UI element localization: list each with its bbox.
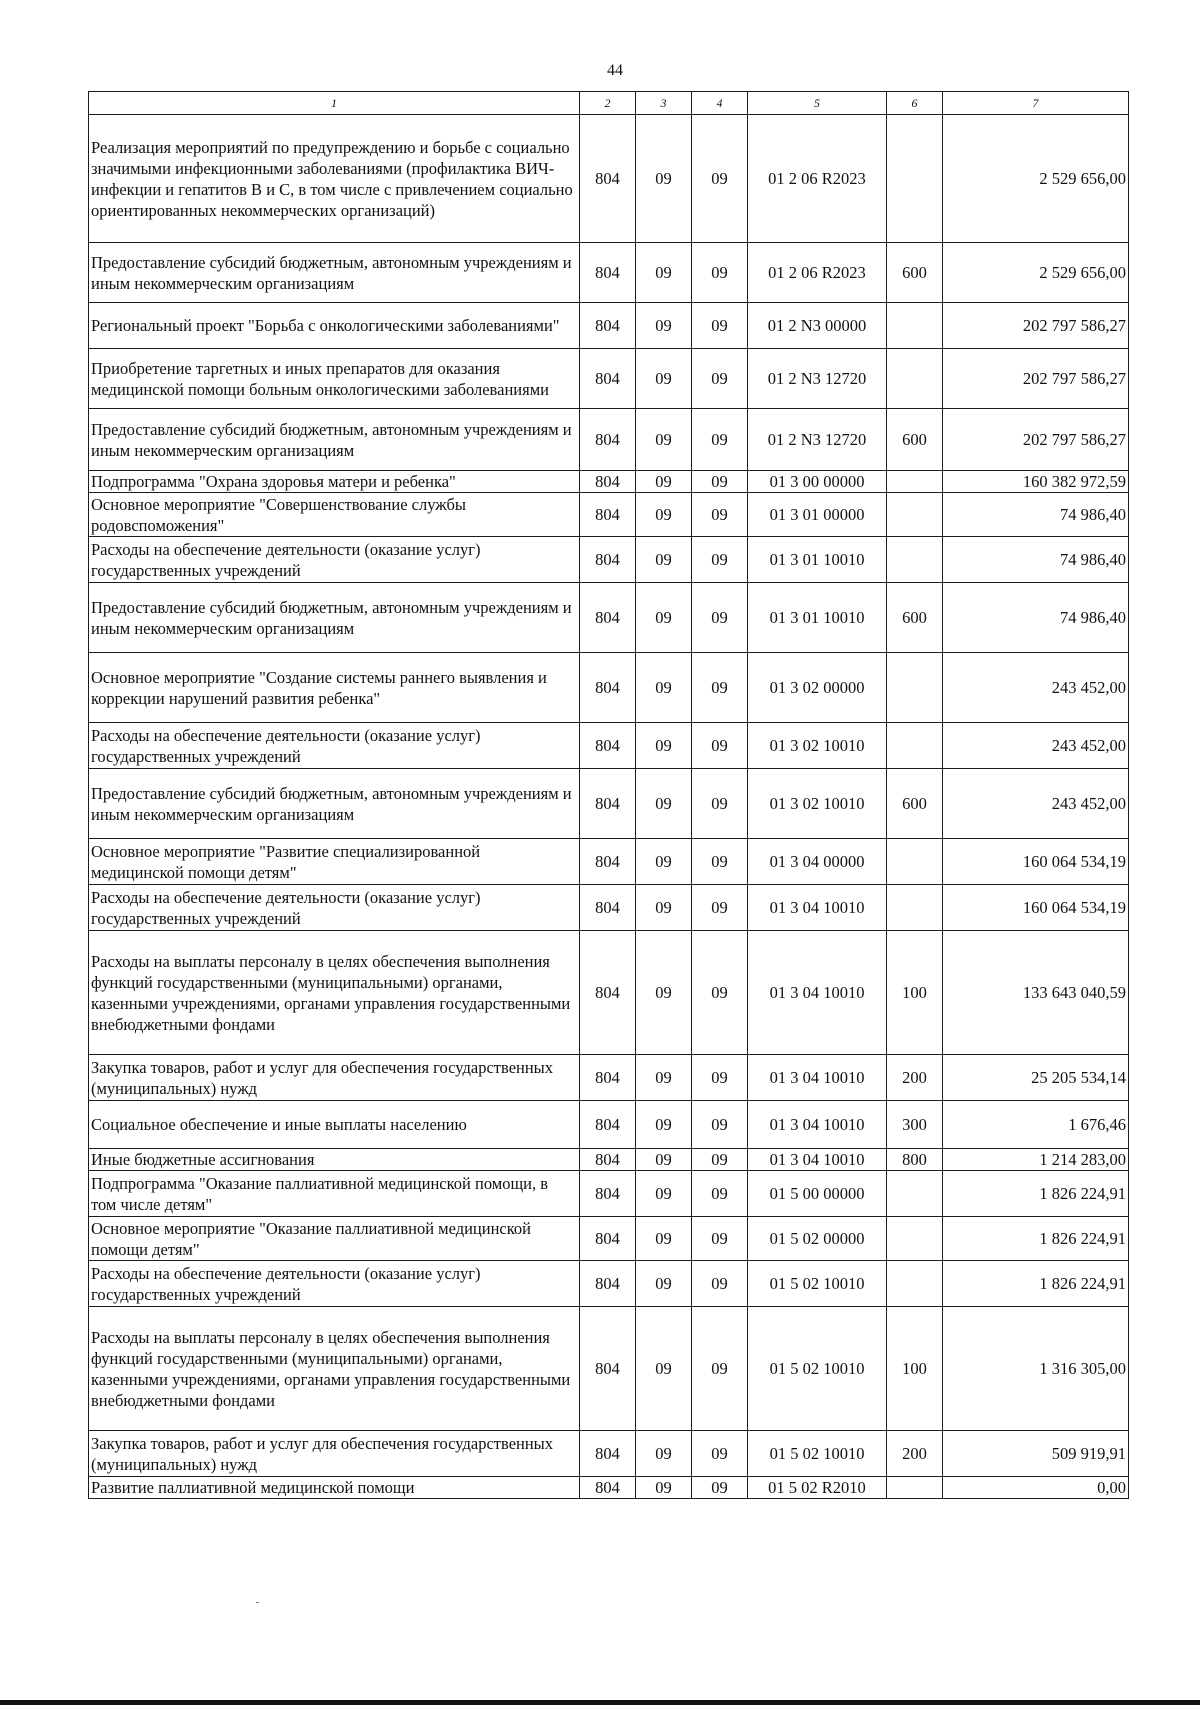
row-expense-type [887,885,943,931]
row-section-code: 09 [636,1149,692,1171]
row-target-article: 01 5 02 00000 [748,1217,887,1261]
page-number: 44 [607,62,623,79]
table-row [89,493,1129,537]
scan-speck [256,1602,259,1603]
table-row [89,885,1129,931]
row-expense-type [887,1477,943,1499]
row-ministry-code: 804 [580,1055,636,1101]
row-target-article: 01 5 02 10010 [748,1431,887,1477]
row-ministry-code: 804 [580,583,636,653]
row-subsection-code: 09 [692,1149,748,1171]
row-subsection-code: 09 [692,303,748,349]
row-target-article: 01 3 01 10010 [748,583,887,653]
row-expense-type [887,303,943,349]
row-subsection-code: 09 [692,471,748,493]
row-subsection-code: 09 [692,839,748,885]
row-target-article: 01 3 04 00000 [748,839,887,885]
row-subsection-code: 09 [692,1101,748,1149]
row-expense-type [887,653,943,723]
row-amount: 133 643 040,59 [943,931,1129,1055]
row-target-article: 01 3 02 10010 [748,769,887,839]
table-row [89,1171,1129,1217]
row-ministry-code: 804 [580,931,636,1055]
row-target-article: 01 2 N3 12720 [748,409,887,471]
row-target-article: 01 2 N3 00000 [748,303,887,349]
row-target-article: 01 3 04 10010 [748,1055,887,1101]
row-amount: 243 452,00 [943,723,1129,769]
row-name: Расходы на обеспечение деятельности (оказание услуг) государственных учреждений [89,723,580,769]
row-amount: 74 986,40 [943,493,1129,537]
table-row [89,839,1129,885]
table-row [89,537,1129,583]
row-name: Закупка товаров, работ и услуг для обеспечения государственных (муниципальных) нужд [89,1055,580,1101]
row-section-code: 09 [636,1171,692,1217]
row-amount: 74 986,40 [943,537,1129,583]
row-name: Подпрограмма "Охрана здоровья матери и ребенка" [89,471,580,493]
row-expense-type: 100 [887,931,943,1055]
row-subsection-code: 09 [692,1431,748,1477]
row-subsection-code: 09 [692,583,748,653]
row-name: Основное мероприятие "Создание системы раннего выявления и коррекции нарушений развития ребенка" [89,653,580,723]
row-expense-type [887,115,943,243]
row-amount: 1 214 283,00 [943,1149,1129,1171]
row-amount: 202 797 586,27 [943,409,1129,471]
row-name: Основное мероприятие "Развитие специализированной медицинской помощи детям" [89,839,580,885]
scan-bottom-edge [0,1700,1200,1705]
row-target-article: 01 3 00 00000 [748,471,887,493]
row-name: Основное мероприятие "Оказание паллиативной медицинской помощи детям" [89,1217,580,1261]
row-ministry-code: 804 [580,115,636,243]
row-expense-type: 600 [887,243,943,303]
row-expense-type [887,471,943,493]
row-section-code: 09 [636,471,692,493]
row-amount: 1 826 224,91 [943,1217,1129,1261]
row-name: Закупка товаров, работ и услуг для обеспечения государственных (муниципальных) нужд [89,1431,580,1477]
row-target-article: 01 3 02 10010 [748,723,887,769]
row-expense-type: 300 [887,1101,943,1149]
row-expense-type [887,1171,943,1217]
row-section-code: 09 [636,723,692,769]
row-subsection-code: 09 [692,1055,748,1101]
header-col-4: 4 [692,92,748,115]
header-col-6: 6 [887,92,943,115]
row-expense-type: 100 [887,1307,943,1431]
row-section-code: 09 [636,1307,692,1431]
row-name: Расходы на выплаты персоналу в целях обеспечения выполнения функций государственными (муниципальными) органами, казенными учреждениями, органами управления государственными внебюджетными фондами [89,1307,580,1431]
row-section-code: 09 [636,653,692,723]
row-target-article: 01 3 04 10010 [748,931,887,1055]
row-amount: 160 382 972,59 [943,471,1129,493]
row-subsection-code: 09 [692,1261,748,1307]
row-amount: 2 529 656,00 [943,115,1129,243]
row-expense-type: 200 [887,1431,943,1477]
row-ministry-code: 804 [580,723,636,769]
row-section-code: 09 [636,537,692,583]
row-target-article: 01 5 02 R2010 [748,1477,887,1499]
row-name: Предоставление субсидий бюджетным, автономным учреждениям и иным некоммерческим организациям [89,583,580,653]
row-ministry-code: 804 [580,1307,636,1431]
table-row [89,1101,1129,1149]
header-col-3: 3 [636,92,692,115]
row-amount: 202 797 586,27 [943,349,1129,409]
row-expense-type [887,839,943,885]
row-name: Подпрограмма "Оказание паллиативной медицинской помощи, в том числе детям" [89,1171,580,1217]
row-section-code: 09 [636,1261,692,1307]
table-row [89,1261,1129,1307]
table-row [89,583,1129,653]
row-section-code: 09 [636,1101,692,1149]
row-ministry-code: 804 [580,1477,636,1499]
row-ministry-code: 804 [580,493,636,537]
table-row [89,1217,1129,1261]
table-row [89,1149,1129,1171]
row-ministry-code: 804 [580,769,636,839]
row-amount: 2 529 656,00 [943,243,1129,303]
header-col-7: 7 [943,92,1129,115]
row-target-article: 01 3 04 10010 [748,1149,887,1171]
row-expense-type [887,723,943,769]
row-amount: 0,00 [943,1477,1129,1499]
table-row [89,471,1129,493]
row-ministry-code: 804 [580,885,636,931]
table-row [89,115,1129,243]
row-expense-type: 800 [887,1149,943,1171]
row-name: Расходы на обеспечение деятельности (оказание услуг) государственных учреждений [89,537,580,583]
row-target-article: 01 2 06 R2023 [748,243,887,303]
row-ministry-code: 804 [580,537,636,583]
table-row [89,931,1129,1055]
row-name: Социальное обеспечение и иные выплаты населению [89,1101,580,1149]
row-section-code: 09 [636,583,692,653]
row-subsection-code: 09 [692,1477,748,1499]
row-name: Реализация мероприятий по предупреждению и борьбе с социально значимыми инфекционными заболеваниями (профилактика ВИЧ-инфекции и гепатитов В и С, в том числе с привлечением социально ориентированных некоммерческих организаций) [89,115,580,243]
row-amount: 25 205 534,14 [943,1055,1129,1101]
row-expense-type: 200 [887,1055,943,1101]
row-section-code: 09 [636,493,692,537]
table-row [89,409,1129,471]
table-row [89,243,1129,303]
row-subsection-code: 09 [692,1171,748,1217]
budget-table [88,91,1129,1499]
table-row [89,1307,1129,1431]
table-row [89,769,1129,839]
header-col-1: 1 [89,92,580,115]
row-ministry-code: 804 [580,409,636,471]
header-row [89,92,1129,115]
table-row [89,653,1129,723]
row-amount: 1 676,46 [943,1101,1129,1149]
row-target-article: 01 2 06 R2023 [748,115,887,243]
row-expense-type [887,1217,943,1261]
row-section-code: 09 [636,1055,692,1101]
row-amount: 160 064 534,19 [943,885,1129,931]
row-subsection-code: 09 [692,349,748,409]
row-amount: 1 826 224,91 [943,1171,1129,1217]
row-ministry-code: 804 [580,471,636,493]
row-expense-type: 600 [887,583,943,653]
row-amount: 1 316 305,00 [943,1307,1129,1431]
row-target-article: 01 3 01 10010 [748,537,887,583]
row-section-code: 09 [636,243,692,303]
row-target-article: 01 5 02 10010 [748,1261,887,1307]
row-name: Региональный проект "Борьба с онкологическими заболеваниями" [89,303,580,349]
row-ministry-code: 804 [580,1217,636,1261]
row-ministry-code: 804 [580,1431,636,1477]
row-target-article: 01 3 04 10010 [748,1101,887,1149]
row-target-article: 01 2 N3 12720 [748,349,887,409]
row-ministry-code: 804 [580,1261,636,1307]
row-subsection-code: 09 [692,243,748,303]
row-ministry-code: 804 [580,1149,636,1171]
row-name: Основное мероприятие "Совершенствование службы родовспоможения" [89,493,580,537]
row-subsection-code: 09 [692,115,748,243]
row-name: Развитие паллиативной медицинской помощи [89,1477,580,1499]
row-ministry-code: 804 [580,1101,636,1149]
row-name: Расходы на выплаты персоналу в целях обеспечения выполнения функций государственными (муниципальными) органами, казенными учреждениями, органами управления государственными внебюджетными фондами [89,931,580,1055]
table-row [89,1477,1129,1499]
row-section-code: 09 [636,303,692,349]
row-name: Приобретение таргетных и иных препаратов для оказания медицинской помощи больным онкологическими заболеваниями [89,349,580,409]
row-target-article: 01 3 01 00000 [748,493,887,537]
header-col-2: 2 [580,92,636,115]
table-row [89,349,1129,409]
row-subsection-code: 09 [692,885,748,931]
row-amount: 1 826 224,91 [943,1261,1129,1307]
row-ministry-code: 804 [580,839,636,885]
row-amount: 202 797 586,27 [943,303,1129,349]
row-section-code: 09 [636,409,692,471]
row-section-code: 09 [636,1431,692,1477]
row-subsection-code: 09 [692,653,748,723]
row-subsection-code: 09 [692,1307,748,1431]
row-name: Предоставление субсидий бюджетным, автономным учреждениям и иным некоммерческим организациям [89,409,580,471]
row-name: Предоставление субсидий бюджетным, автономным учреждениям и иным некоммерческим организациям [89,243,580,303]
row-ministry-code: 804 [580,1171,636,1217]
row-expense-type [887,537,943,583]
row-subsection-code: 09 [692,723,748,769]
row-target-article: 01 3 02 00000 [748,653,887,723]
table-row [89,723,1129,769]
row-target-article: 01 3 04 10010 [748,885,887,931]
row-section-code: 09 [636,1217,692,1261]
row-ministry-code: 804 [580,243,636,303]
row-section-code: 09 [636,349,692,409]
row-expense-type: 600 [887,769,943,839]
row-target-article: 01 5 00 00000 [748,1171,887,1217]
row-ministry-code: 804 [580,653,636,723]
row-amount: 243 452,00 [943,769,1129,839]
row-name: Иные бюджетные ассигнования [89,1149,580,1171]
row-section-code: 09 [636,931,692,1055]
row-subsection-code: 09 [692,769,748,839]
row-subsection-code: 09 [692,537,748,583]
row-subsection-code: 09 [692,931,748,1055]
row-amount: 243 452,00 [943,653,1129,723]
row-subsection-code: 09 [692,1217,748,1261]
row-section-code: 09 [636,115,692,243]
row-name: Расходы на обеспечение деятельности (оказание услуг) государственных учреждений [89,885,580,931]
table-row [89,303,1129,349]
header-col-5: 5 [748,92,887,115]
row-expense-type: 600 [887,409,943,471]
row-expense-type [887,493,943,537]
row-expense-type [887,1261,943,1307]
row-target-article: 01 5 02 10010 [748,1307,887,1431]
row-subsection-code: 09 [692,409,748,471]
row-ministry-code: 804 [580,303,636,349]
row-amount: 160 064 534,19 [943,839,1129,885]
row-amount: 509 919,91 [943,1431,1129,1477]
row-expense-type [887,349,943,409]
table-row [89,1431,1129,1477]
row-amount: 74 986,40 [943,583,1129,653]
row-ministry-code: 804 [580,349,636,409]
row-section-code: 09 [636,885,692,931]
row-name: Расходы на обеспечение деятельности (оказание услуг) государственных учреждений [89,1261,580,1307]
table-row [89,1055,1129,1101]
row-subsection-code: 09 [692,493,748,537]
row-section-code: 09 [636,839,692,885]
row-section-code: 09 [636,1477,692,1499]
row-name: Предоставление субсидий бюджетным, автономным учреждениям и иным некоммерческим организациям [89,769,580,839]
row-section-code: 09 [636,769,692,839]
